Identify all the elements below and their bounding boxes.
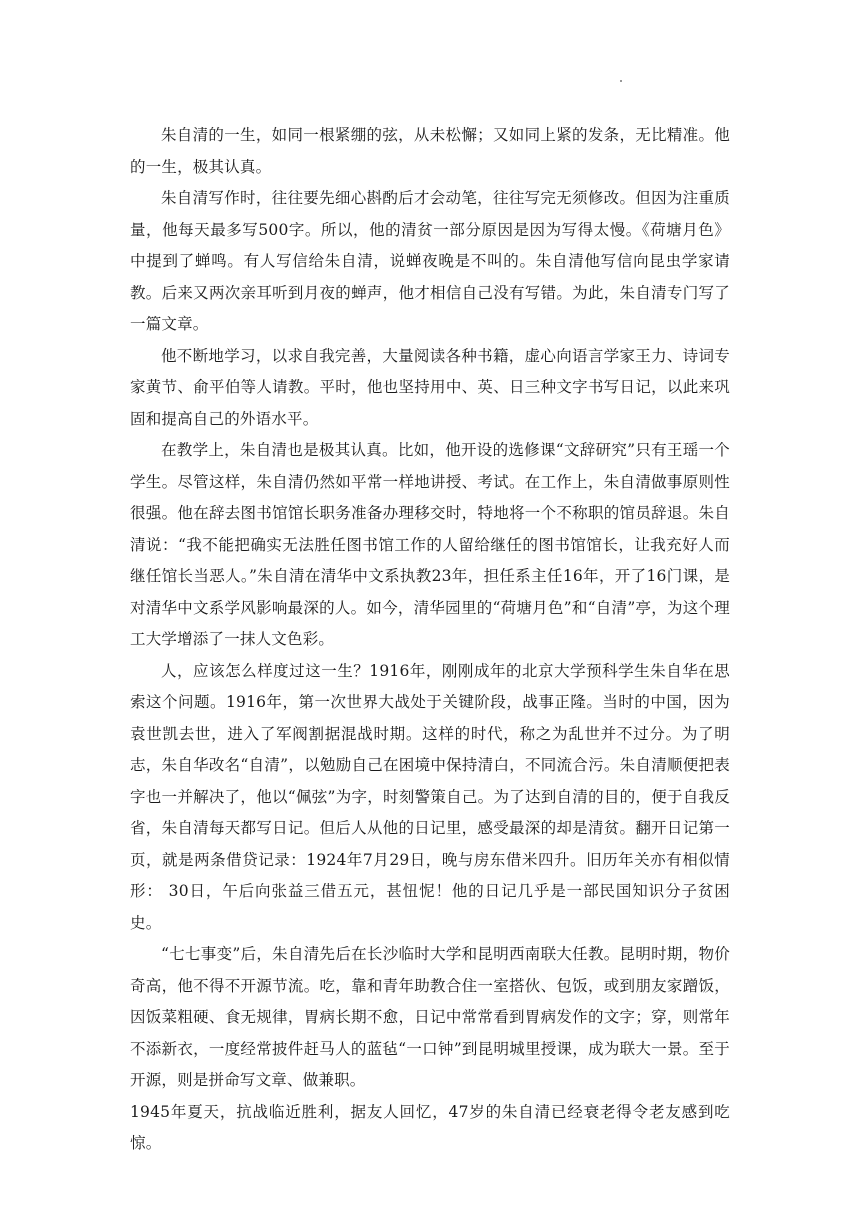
paragraph-teaching: 在教学上，朱自清也是极其认真。比如，他开设的选修课“文辞研究”只有王瑶一个学生。尽管这样，朱自清仍然如平常一样地讲授、考试。在工作上，朱自清做事原则性很强。他在辞去图书馆馆长职务准备办理移交时，特地将一个不称职的馆员辞退。朱自清说：“我不能把确实无法胜任图书馆工作的人留给继任的图书馆馆长，让我充好人而继任馆长当恶人。”朱自清在清华中文系执教23年，担任系主任16年，开了16门课，是对清华中文系学风影响最深的人。如今，清华园里的“荷塘月色”和“自清”亭，为这个理工大学增添了一抹人文色彩。 bbox=[130, 441, 730, 648]
paragraph-name-change: 人，应该怎么样度过这一生？1916年，刚刚成年的北京大学预科学生朱自华在思索这个问题。1916年，第一次世界大战处于关键阶段，战事正隆。当时的中国，因为袁世凯去世，进入了军阀割据混战时期。这样的时代，称之为乱世并不过分。为了明志，朱自华改名“自清”，以勉励自己在困境中保持清白，不同流合污。朱自清顺便把表字也一并解决了，他以“佩弦”为字，时刻警策自己。为了达到自清的目的，便于自我反省，朱自清每天都写日记。但后人从他的日记里，感受最深的却是清贫。翻开日记第一页，就是两条借贷记录：1924年7月29日，晚与房东借米四升。旧历年关亦有相似情形： 30日，午后向张益三借五元，甚忸怩！他的日记几乎是一部民国知识分子贫困史。 bbox=[130, 661, 730, 932]
document-body bbox=[130, 120, 730, 1160]
page-mark-dot bbox=[620, 80, 622, 82]
paragraph-1945: 1945年夏天，抗战临近胜利，据友人回忆，47岁的朱自清已经衰老得令老友感到吃惊。 bbox=[130, 1102, 730, 1152]
paragraph-kunming: “七七事变”后，朱自清先后在长沙临时大学和昆明西南联大任教。昆明时期，物价奇高，他不得不开源节流。吃，靠和青年助教合住一室搭伙、包饭，或到朋友家蹭饭，因饭菜粗硬、食无规律，胃病长期不愈，日记中常常看到胃病发作的文字；穿，则常年不添新衣，一度经常披件赶马人的蓝毡“一口钟”到昆明城里授课，成为联大一景。至于开源，则是拼命写文章、做兼职。 bbox=[130, 945, 730, 1089]
paragraph-intro: 朱自清的一生，如同一根紧绷的弦，从未松懈；又如同上紧的发条，无比精准。他的一生，极其认真。 bbox=[130, 126, 730, 176]
paragraph-writing: 朱自清写作时，往往要先细心斟酌后才会动笔，往往写完无须修改。但因为注重质量，他每天最多写500字。所以，他的清贫一部分原因是因为写得太慢。《荷塘月色》中提到了蝉鸣。有人写信给朱自清，说蝉夜晚是不叫的。朱自清他写信向昆虫学家请教。后来又两次亲耳听到月夜的蝉声，他才相信自己没有写错。为此，朱自清专门写了一篇文章。 bbox=[130, 189, 730, 333]
paragraph-learning: 他不断地学习，以求自我完善，大量阅读各种书籍，虚心向语言学家王力、诗词专家黄节、俞平伯等人请教。平时，他也坚持用中、英、日三种文字书写日记，以此来巩固和提高自己的外语水平。 bbox=[130, 346, 730, 428]
